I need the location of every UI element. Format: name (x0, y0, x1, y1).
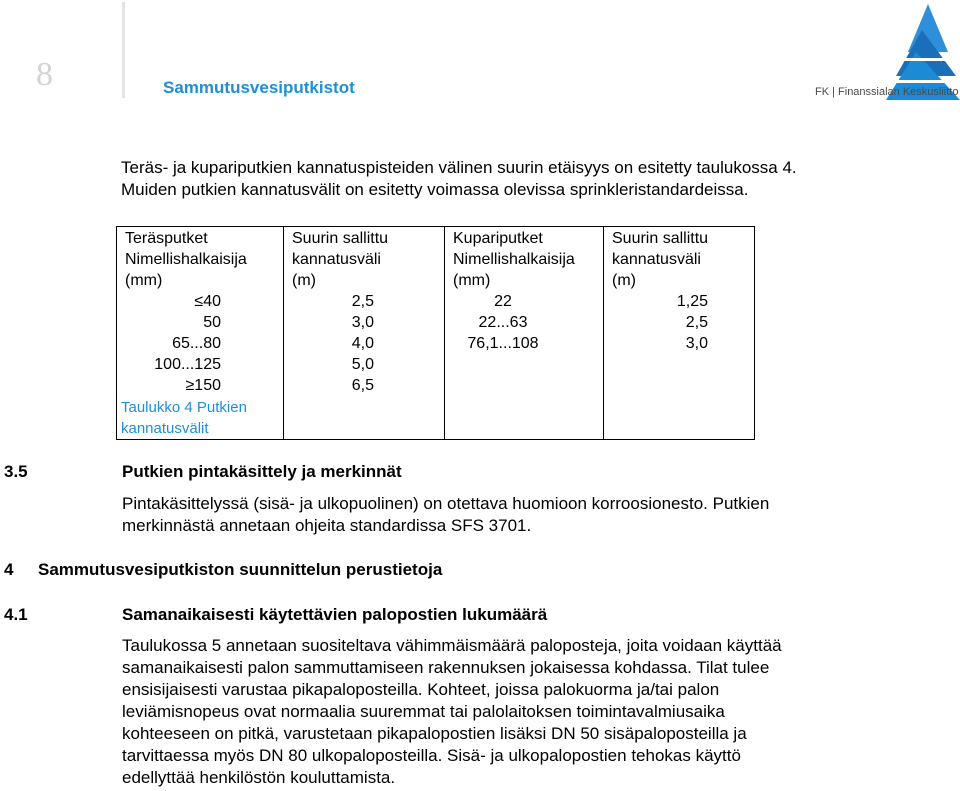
section-title: Sammutusvesiputkiston suunnittelun perustietoja (38, 560, 443, 579)
steel-span-column (284, 291, 445, 440)
table-cell: 22 (494, 293, 512, 310)
table-cell: 76,1...108 (467, 335, 539, 352)
copper-size-column (445, 291, 604, 440)
header-steel-span: Suurin sallittu kannatusväli (m) (284, 227, 445, 292)
section-4-1-paragraph (122, 635, 942, 789)
intro-line: Muiden putkien kannatusvälit on esitetty voimassa olevissa sprinkleristandardeissa. (121, 180, 749, 199)
table-cell: 100...125 (154, 356, 221, 373)
table-cell: 50 (203, 314, 221, 331)
header-steel-size: Teräsputket Nimellishalkaisija (mm) (117, 227, 284, 292)
header-copper-span: Suurin sallittu kannatusväli (m) (604, 227, 755, 292)
section-heading-4-1 (4, 605, 547, 625)
logo-text: FK | Finanssialan Keskusliitto (815, 86, 959, 98)
section-title: Samanaikaisesti käytettävien palopostien lukumäärä (122, 605, 548, 624)
copper-span-column (604, 291, 755, 440)
section-number: 3.5 (4, 462, 28, 481)
steel-size-column (117, 291, 284, 440)
intro-paragraph (121, 157, 941, 201)
table-caption: Taulukko 4 Putkien kannatusvälit (121, 399, 247, 437)
paragraph-line: edellyttää henkilöstön kouluttamista. (122, 768, 396, 787)
paragraph-line: merkinnästä annetaan ohjeita standardissa SFS 3701. (122, 516, 532, 535)
section-number: 4.1 (4, 605, 28, 624)
header-divider (122, 2, 125, 98)
section-3-5-paragraph (122, 493, 942, 537)
table-cell: 3,0 (685, 335, 708, 352)
table-cell: 4,0 (351, 335, 374, 352)
page-number: 8 (36, 56, 53, 93)
table-cell: 1,25 (676, 293, 708, 310)
section-heading-3-5 (4, 462, 402, 482)
paragraph-line: tarvittaessa myös DN 80 ulkopaloposteilla. Sisä- ja ulkopalopostien tehokas käyttö (122, 746, 741, 765)
paragraph-line: kohteeseen on pitkä, varustetaan pikapalopostien lisäksi DN 50 sisäpaloposteilla ja (122, 724, 747, 743)
paragraph-line: leviämisnopeus ovat normaalia suuremmat tai palolaitoksen toimintavalmiusaika (122, 702, 725, 721)
table-cell: 3,0 (351, 314, 374, 331)
paragraph-line: ensisijaisesti varustaa pikapaloposteilla. Kohteet, joissa palokuorma ja/tai palon (122, 680, 720, 699)
table-cell: 5,0 (351, 356, 374, 373)
section-heading-4 (4, 560, 442, 580)
table-cell: 2,5 (351, 293, 374, 310)
table-cell: ≥150 (185, 377, 221, 394)
intro-line: Teräs- ja kupariputkien kannatuspisteiden välinen suurin etäisyys on esitetty taulukossa 4. (121, 158, 797, 177)
paragraph-line: Pintakäsittelyssä (sisä- ja ulkopuolinen) on otettava huomioon korroosionesto. Putkien (122, 494, 770, 513)
table-cell: 2,5 (685, 314, 708, 331)
paragraph-line: samanaikaisesti palon sammuttamiseen rakennuksen jokaisessa kohdassa. Tilat tulee (122, 658, 770, 677)
paragraph-line: Taulukossa 5 annetaan suositeltava vähimmäismäärä paloposteja, joita voidaan käyttää (122, 636, 782, 655)
header-copper-size: Kupariputket Nimellishalkaisija (mm) (445, 227, 604, 292)
page-section-title: Sammutusvesiputkistot (163, 78, 355, 97)
table-cell: ≤40 (194, 293, 221, 310)
table-cell: 22...63 (478, 314, 528, 331)
support-spacing-table (116, 226, 755, 440)
section-number: 4 (4, 560, 14, 579)
table-header-row (117, 227, 755, 292)
table-cell: 65...80 (172, 335, 221, 352)
table-cell: 6,5 (351, 377, 374, 394)
section-title: Putkien pintakäsittely ja merkinnät (122, 462, 402, 481)
table-body-row (117, 291, 755, 440)
